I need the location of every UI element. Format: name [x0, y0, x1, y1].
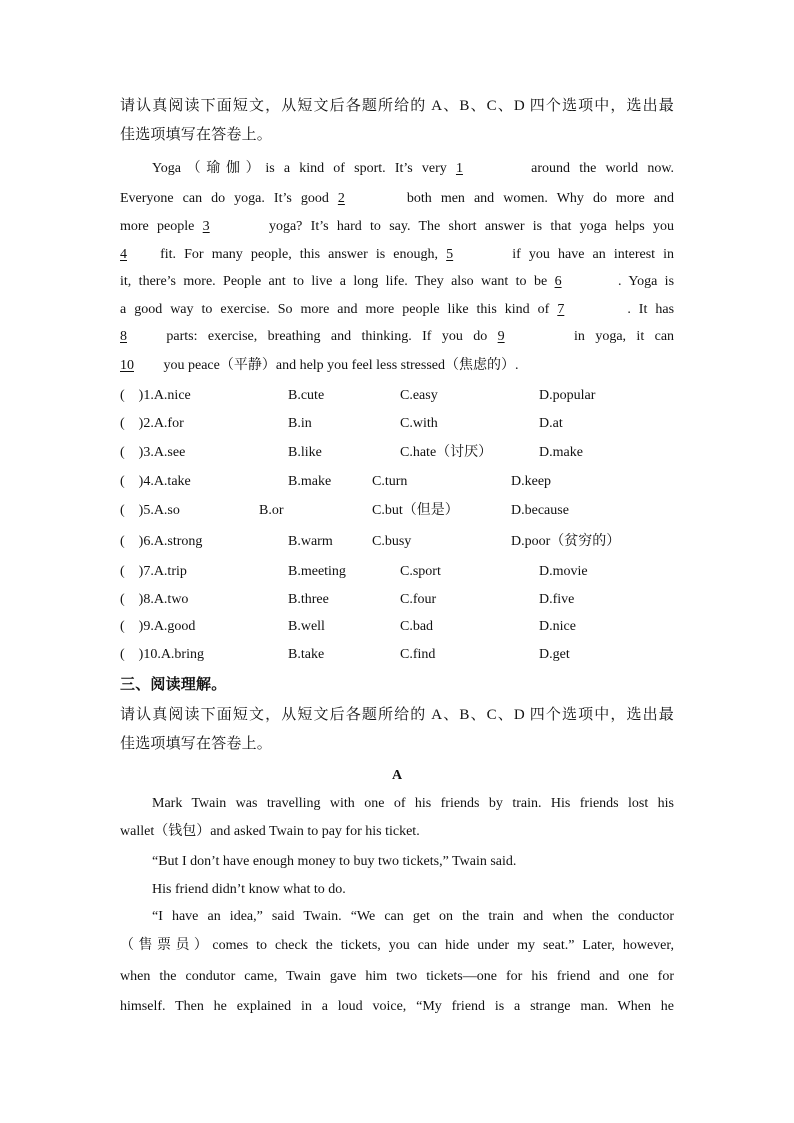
option-d: D.make: [539, 445, 583, 460]
passage-line: “But I don’t have enough money to buy two tickets,” Twain said.: [152, 854, 517, 869]
passage-line: Mark Twain was travelling with one of his friends by train. His friends lost his: [152, 796, 674, 811]
option-c: C.easy: [400, 388, 438, 403]
option-b: B.well: [288, 619, 325, 634]
option-d: D.at: [539, 416, 563, 431]
passage-line: “I have an idea,” said Twain. “We can get on the train and when the conductor: [152, 909, 674, 924]
option-b: B.like: [288, 445, 322, 460]
question-number: ( )4.A.take: [120, 474, 191, 489]
option-b: B.make: [288, 474, 332, 489]
option-b: B.take: [288, 647, 325, 662]
intro-line-1: 请认真阅读下面短文，从短文后各题所给的 A、B、C、D 四个选项中，选出最: [120, 98, 674, 114]
option-d: D.nice: [539, 619, 576, 634]
question-number: ( )7.A.trip: [120, 564, 187, 579]
section-instructions-line-1: 请认真阅读下面短文，从短文后各题所给的 A、B、C、D 四个选项中，选出最: [120, 707, 674, 723]
cloze-line: Yoga（瑜伽）is a kind of sport. It’s very 1 around the world now.: [152, 159, 674, 179]
option-c: C.turn: [372, 474, 408, 489]
question-number: ( )2.A.for: [120, 416, 184, 431]
question-number: ( )1.A.nice: [120, 388, 191, 403]
question-number: ( )3.A.see: [120, 445, 186, 460]
section-instructions-line-2: 佳选项填写在答卷上。: [120, 736, 273, 752]
cloze-line: more people 3 yoga? It’s hard to say. The short answer is that yoga helps you: [120, 217, 674, 237]
option-d: D.get: [539, 647, 570, 662]
blank-7: 7: [557, 302, 565, 317]
option-b: B.warm: [288, 534, 333, 549]
blank-3: 3: [202, 219, 210, 234]
option-c: C.hate（讨厌）: [400, 445, 493, 460]
blank-10: 10: [120, 358, 134, 373]
option-d: D.movie: [539, 564, 588, 579]
blank-5: 5: [446, 247, 454, 262]
option-c: C.find: [400, 647, 436, 662]
question-number: ( )10.A.bring: [120, 647, 204, 662]
question-number: ( )8.A.two: [120, 592, 189, 607]
question-number: ( )5.A.so: [120, 503, 180, 518]
cloze-line: Everyone can do yoga. It’s good 2 both men and women. Why do more and: [120, 189, 674, 209]
passage-label: A: [391, 768, 403, 783]
cloze-line: it, there’s more. People ant to live a long life. They also want to be 6 . Yoga is: [120, 272, 674, 292]
passage-line: His friend didn’t know what to do.: [152, 882, 346, 897]
option-c: C.busy: [372, 534, 412, 549]
option-c: C.four: [400, 592, 437, 607]
blank-2: 2: [337, 191, 345, 206]
option-d: D.popular: [539, 388, 596, 403]
question-number: ( )6.A.strong: [120, 534, 203, 549]
option-c: C.sport: [400, 564, 441, 579]
option-d: D.poor（贫穷的）: [511, 534, 621, 549]
option-b: B.three: [288, 592, 329, 607]
passage-line: himself. Then he explained in a loud voice, “My friend is a strange man. When he: [120, 999, 674, 1014]
option-c: C.with: [400, 416, 438, 431]
option-d: D.five: [539, 592, 575, 607]
option-c: C.bad: [400, 619, 434, 634]
passage-line: wallet（钱包）and asked Twain to pay for his ticket.: [120, 824, 420, 839]
intro-line-2: 佳选项填写在答卷上。: [120, 127, 273, 143]
option-d: D.because: [511, 503, 569, 518]
blank-8: 8: [120, 329, 127, 344]
passage-line: when the condutor came, Twain gave him two tickets—one for his friend and one for: [120, 969, 674, 984]
section-heading: 三、阅读理解。: [120, 677, 227, 693]
option-b: B.meeting: [288, 564, 346, 579]
option-b: B.cute: [288, 388, 325, 403]
option-b: B.in: [288, 416, 312, 431]
passage-line: （售票员）comes to check the tickets, you can hide under my seat.” Later, however,: [120, 938, 674, 953]
option-d: D.keep: [511, 474, 552, 489]
question-number: ( )9.A.good: [120, 619, 196, 634]
option-b: B.or: [259, 503, 284, 518]
cloze-line: 4 fit. For many people, this answer is enough, 5 if you have an interest in: [120, 245, 674, 265]
cloze-line: a good way to exercise. So more and more people like this kind of 7 . It has: [120, 300, 674, 320]
cloze-line: 10 you peace（平静）and help you feel less stressed（焦虑的）.: [120, 356, 674, 376]
blank-6: 6: [554, 274, 562, 289]
blank-9: 9: [497, 329, 505, 344]
cloze-line: 8 parts: exercise, breathing and thinking. If you do 9 in yoga, it can: [120, 327, 674, 347]
blank-1: 1: [455, 161, 463, 176]
blank-4: 4: [120, 247, 127, 262]
option-c: C.but（但是）: [372, 503, 459, 518]
